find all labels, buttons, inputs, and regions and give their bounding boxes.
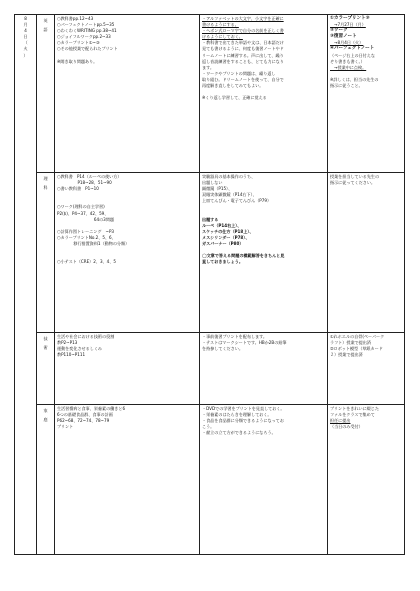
cell-line: 顕微鏡（P15）、 bbox=[202, 186, 233, 192]
submission-technology bbox=[328, 333, 405, 405]
cell-line: P2($)、P4~37、42、59、 bbox=[57, 210, 109, 216]
cell-line: 担任に提出 bbox=[330, 418, 351, 424]
subject-technology bbox=[37, 333, 55, 405]
materials-english bbox=[55, 15, 200, 173]
cell-line: 理 bbox=[43, 176, 48, 181]
cell-line: ファルをクラスで集めて bbox=[330, 412, 375, 418]
cell-line: ・栄養素のはたらきを理解しておく。 bbox=[202, 412, 272, 418]
points-home-economics bbox=[200, 405, 328, 555]
submission-science bbox=[328, 173, 405, 333]
table-row-science bbox=[15, 173, 405, 333]
cell-line: ２）授業で提出済 bbox=[330, 352, 363, 358]
date-char: （ bbox=[23, 40, 28, 46]
cell-line: 教P2~P13 bbox=[57, 340, 78, 346]
cell-line: ・DVDでの学習をプリントを見直しておく。 bbox=[202, 406, 285, 411]
cell-line: 返し音読練習をすることも、とても力になり bbox=[202, 58, 284, 64]
cell-line: 64の3問題 bbox=[57, 216, 114, 222]
cell-line: 実験器具の基本操作のうち、 bbox=[202, 174, 256, 179]
cell-line: ○教科書 P14（ルーペの使い方） bbox=[57, 174, 122, 179]
cell-line: （当日のみ受付） bbox=[330, 424, 363, 430]
cell-line: ①れホエルの自骨(ペーパーク bbox=[330, 334, 385, 339]
cell-line: こう。 bbox=[202, 424, 215, 430]
cell-line: プリントをきれいに綴じた bbox=[330, 406, 379, 411]
cell-line: 指示に従ってください。 bbox=[330, 180, 376, 186]
cell-line: を持参してください。 bbox=[202, 346, 243, 352]
cell-line: 取り組む。ドリームノートを使って、自分で bbox=[202, 76, 284, 82]
points-technology bbox=[200, 333, 328, 405]
date-char: 月 bbox=[23, 22, 28, 28]
cell-line: ・ヘボン式ローマ字で自分の名前を正しく書 bbox=[202, 28, 284, 34]
cell-line: ※くり返し学習して、正確に覚える bbox=[202, 95, 267, 101]
cell-line: 授業を担当している先生の bbox=[330, 174, 380, 179]
subject-label bbox=[42, 406, 49, 424]
cell-line: ・献立の立て方ができるようになろう。 bbox=[202, 430, 276, 436]
cell-line: ※聞き取り問題あり。 bbox=[57, 58, 98, 64]
cell-line: ○ジョイフルワークpp.2~33 bbox=[57, 34, 111, 40]
subject-label bbox=[42, 16, 49, 34]
cell-line: 上皿てんびん・電子てんびん（P79） bbox=[202, 198, 272, 204]
cell-line: 出題しない bbox=[202, 180, 223, 186]
cell-line: →8月4日（火） bbox=[330, 40, 364, 46]
cell-line: ○計算作図トレーニング ~P3 bbox=[57, 228, 115, 234]
subject-label bbox=[42, 334, 49, 352]
cell-line: ○わくわくWRITING pp.38~41 bbox=[57, 28, 117, 34]
cell-line: 見ても書けるように、何度も復習ノートやド bbox=[202, 46, 284, 52]
cell-line: ・ワークやプリントの問題は、繰り返し bbox=[202, 70, 276, 76]
date-char: 日 bbox=[23, 34, 28, 40]
cell-line: 英 bbox=[43, 18, 48, 23]
cell-line: 生活や社会における技術の役割 bbox=[57, 334, 115, 339]
cell-line: ○教科書pp.12~43 bbox=[57, 16, 94, 21]
cell-line: 家 bbox=[43, 408, 48, 413]
subject-english bbox=[37, 15, 55, 173]
cell-line: ②ワーク bbox=[330, 28, 348, 34]
materials-technology bbox=[55, 333, 200, 405]
cell-line: ・食品を食品群に分類できるようになってお bbox=[202, 418, 284, 424]
test-date-cell bbox=[15, 15, 37, 555]
cell-line: ④パーフェクトノート bbox=[330, 46, 375, 52]
materials-science bbox=[55, 173, 200, 333]
test-plan-table bbox=[14, 14, 405, 555]
table-row-english bbox=[15, 15, 405, 173]
cell-line: 科 bbox=[43, 185, 48, 190]
cell-line: 出題する bbox=[202, 216, 219, 222]
cell-line: ③復習ノート bbox=[330, 34, 357, 40]
subject-label bbox=[42, 174, 49, 192]
cell-line: ・テストはマークシートです。HBか2Bの鉛筆 bbox=[202, 340, 287, 346]
cell-line: P18~28、51~90 bbox=[57, 180, 112, 186]
cell-line: ○その他授業で配られたプリント bbox=[57, 46, 118, 52]
cell-line: 書けるようにする。 bbox=[202, 22, 239, 28]
cell-line: ルーペ（P14右上）、 bbox=[202, 222, 242, 228]
cell-line: けるようにしておく。 bbox=[202, 34, 243, 40]
cell-line: スケッチの仕方（P18上）、 bbox=[202, 228, 254, 234]
cell-line: 再度解き直しをしてみてもよい。 bbox=[202, 83, 264, 89]
cell-line: ガスバーナー（P80） bbox=[202, 241, 244, 247]
cell-line: 庭 bbox=[43, 417, 48, 422]
date-char: 8 bbox=[24, 16, 27, 21]
submission-english bbox=[328, 15, 405, 173]
cell-line: プリント bbox=[57, 424, 74, 430]
subject-home-economics bbox=[37, 405, 55, 555]
date-char: ） bbox=[23, 52, 28, 58]
cell-line: ラフト）授業で提出済 bbox=[330, 340, 371, 346]
cell-line: 指示に従うこと。 bbox=[330, 83, 363, 89]
cell-line: ○パーフェクトノートpp.5~35 bbox=[57, 22, 115, 28]
points-english bbox=[200, 15, 328, 173]
cell-line: リームノートに練習する。声に出して、繰り bbox=[202, 52, 284, 58]
cell-line: →授業中に点検。 bbox=[330, 64, 367, 70]
cell-line: 教P110~P111 bbox=[57, 352, 86, 358]
cell-line: ぞり書きも書く。） bbox=[330, 58, 365, 64]
table-row-home-economics bbox=[15, 405, 405, 555]
cell-line: ・教科書で出てきた単語や文は、日本語だけ bbox=[202, 40, 284, 46]
cell-line: ○ワーク(理科の自主学習) bbox=[57, 204, 105, 210]
cell-line: ○書い教科書 P1~10 bbox=[57, 186, 99, 192]
cell-line: メスシリンダー（P78）、 bbox=[202, 234, 250, 240]
cell-line: ○カラープリント①~③ bbox=[57, 40, 100, 46]
cell-line: ◯文章で答える問題の模範解答をきちんと見 bbox=[202, 253, 285, 259]
cell-line: ○カラープリントNo.2、5、6、 bbox=[57, 234, 116, 240]
points-science bbox=[200, 173, 328, 333]
cell-line: ※詳しくは、担当の先生の bbox=[330, 76, 379, 82]
cell-line: 語 bbox=[43, 27, 48, 32]
date-char: 4 bbox=[24, 28, 27, 34]
cell-line: →7月27日（月） bbox=[330, 22, 366, 28]
cell-line: 技 bbox=[43, 336, 48, 341]
cell-line: ①カラープリント③ bbox=[330, 16, 370, 21]
cell-line: P62~68、72~74、78~79 bbox=[57, 418, 110, 424]
cell-line: ます。 bbox=[202, 64, 214, 70]
materials-home-economics bbox=[55, 405, 200, 555]
cell-line: ②ロボット模型（草紙カード bbox=[330, 346, 383, 352]
cell-line: 移行措置資料1（動物の分類） bbox=[57, 241, 130, 247]
cell-line: 双眼実体顕微鏡（P14右下）、 bbox=[202, 192, 257, 198]
cell-line: 術 bbox=[43, 345, 48, 350]
cell-line: （ページ右上の日付えな bbox=[330, 52, 375, 58]
date-char: 火 bbox=[23, 46, 28, 52]
cell-line: ・アルファベットの大文字、小文字を正確に bbox=[202, 16, 284, 21]
cell-line: ○小テスト（CRE）2、3、4、5 bbox=[57, 259, 116, 265]
table-row-technology bbox=[15, 333, 405, 405]
submission-home-economics bbox=[328, 405, 405, 555]
subject-science bbox=[37, 173, 55, 333]
cell-line: 運動を変化させるしくみ bbox=[57, 346, 103, 352]
cell-line: 直しておきましょう。 bbox=[202, 259, 243, 265]
cell-line: 6つの基礎食品群、食事の計画 bbox=[57, 412, 113, 418]
cell-line: ・事前復習プリントを配布します。 bbox=[202, 334, 268, 339]
cell-line: 生活習慣病と食事、栄養素の働きと6 bbox=[57, 406, 126, 411]
